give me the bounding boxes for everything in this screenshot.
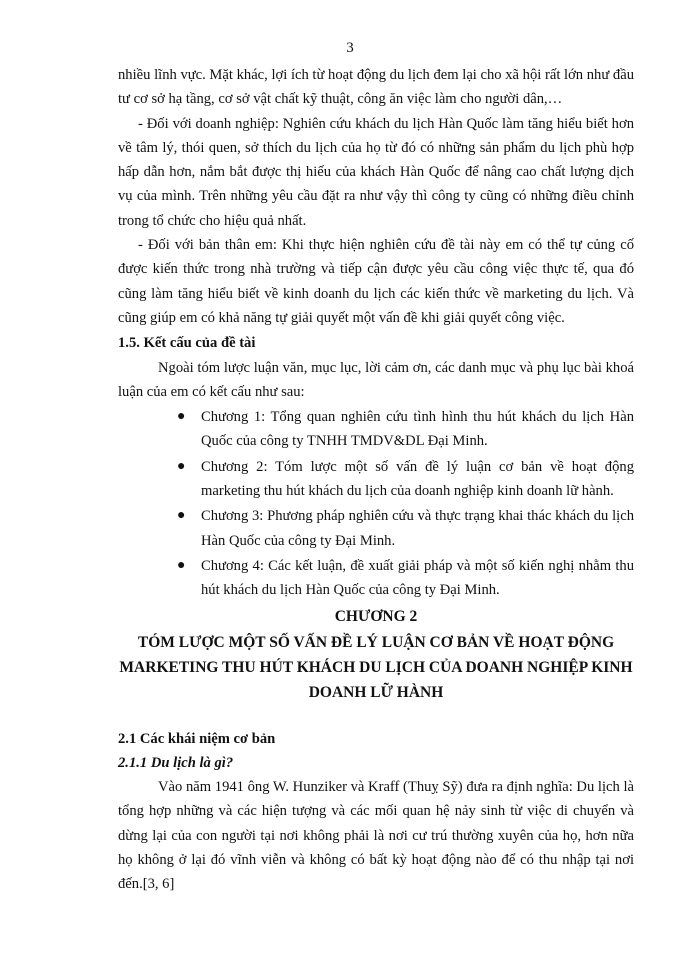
list-item [177,504,634,553]
list-item [177,554,634,603]
paragraph-enterprise: - Đối với doanh nghiệp: Nghiên cứu khách du lịch Hàn Quốc làm tăng hiểu biết hơn về tâm lý, thói quen, sở thích du lịch của họ từ đó có những sản phẩm du lịch phù hợp hấp dẫn hơn, nắm bắt được thị hiếu của khách Hàn Quốc để nâng cao chất lượng dịch vụ của mình. Trên những yêu cầu đặt ra như vậy thì công ty cũng có những điều chỉnh trong tổ chức cho hiệu quả nhất. [118,115,634,229]
chapter-title: TÓM LƯỢC MỘT SỐ VẤN ĐỀ LÝ LUẬN CƠ BẢN VỀ HOẠT ĐỘNG MARKETING THU HÚT KHÁCH DU LỊCH CỦA DOANH NGHIỆP KINH DOANH LỮ HÀNH [119,633,633,701]
list-item [177,455,634,504]
bullet-icon: ● [177,508,186,524]
bullet-icon: ● [177,557,186,573]
chapter-list [118,405,634,602]
list-item-text: Chương 4: Các kết luận, đề xuất giải pháp và một số kiến nghị nhằm thu hút khách du lịch Hàn Quốc của công ty Đại Minh. [201,557,634,599]
paragraph-continuation: nhiều lĩnh vực. Mặt khác, lợi ích từ hoạt động du lịch đem lại cho xã hội rất lớn như đầu tư cơ sở hạ tầng, cơ sở vật chất kỹ thuật, công ăn việc làm cho người dân,… [118,67,634,108]
list-item-text: Chương 1: Tổng quan nghiên cứu tình hình thu hút khách du lịch Hàn Quốc của công ty TNHH TMDV&DL Đại Minh. [201,409,634,450]
list-item [177,405,634,454]
definition-paragraph: Vào năm 1941 ông W. Hunziker và Kraff (Thuỵ Sỹ) đưa ra định nghĩa: Du lịch là tổng hợp những và các hiện tượng và các mối quan hệ nảy sinh từ việc di chuyển và dừng lại của con người tại nơi không phải là nơi cư trú thường xuyên của họ, hơn nữa họ không ở lại đó vĩnh viễn và không có bất kỳ hoạt động nào để có thu nhập tại nơi đến.[3, 6] [118,779,634,893]
list-item-text: Chương 2: Tóm lược một số vấn đề lý luận cơ bản về hoạt động marketing thu hút khách du lịch của doanh nghiệp kinh doanh lữ hành. [201,458,634,500]
section-heading-1-5: 1.5. Kết cấu của đề tài [118,335,256,352]
list-item-text: Chương 3: Phương pháp nghiên cứu và thực trạng khai thác khách du lịch Hàn Quốc của công ty Đại Minh. [201,508,634,549]
paragraph-self: - Đối với bản thân em: Khi thực hiện nghiên cứu đề tài này em có thể tự củng cố được kiến thức trong nhà trường và tiếp cận được yêu cầu công việc thực tế, qua đó cũng làm tăng hiểu biết về kinh doanh du lịch các kiến thức về marketing du lịch. Và cũng giúp em có khả năng tự giải quyết một vấn đề khi giải quyết công việc. [118,237,634,326]
subsection-heading-2-1-1: 2.1.1 Du lịch là gì? [118,754,234,771]
section-heading-2-1: 2.1 Các khái niệm cơ bản [118,730,276,747]
page-number: 3 [346,40,354,56]
bullet-icon: ● [177,458,186,474]
chapter-label: CHƯƠNG 2 [334,607,418,625]
bullet-icon: ● [177,409,186,425]
section-intro: Ngoài tóm lược luận văn, mục lục, lời cảm ơn, các danh mục và phụ lục bài khoá luận của em có kết cấu như sau: [118,359,634,400]
document-body [118,63,634,897]
